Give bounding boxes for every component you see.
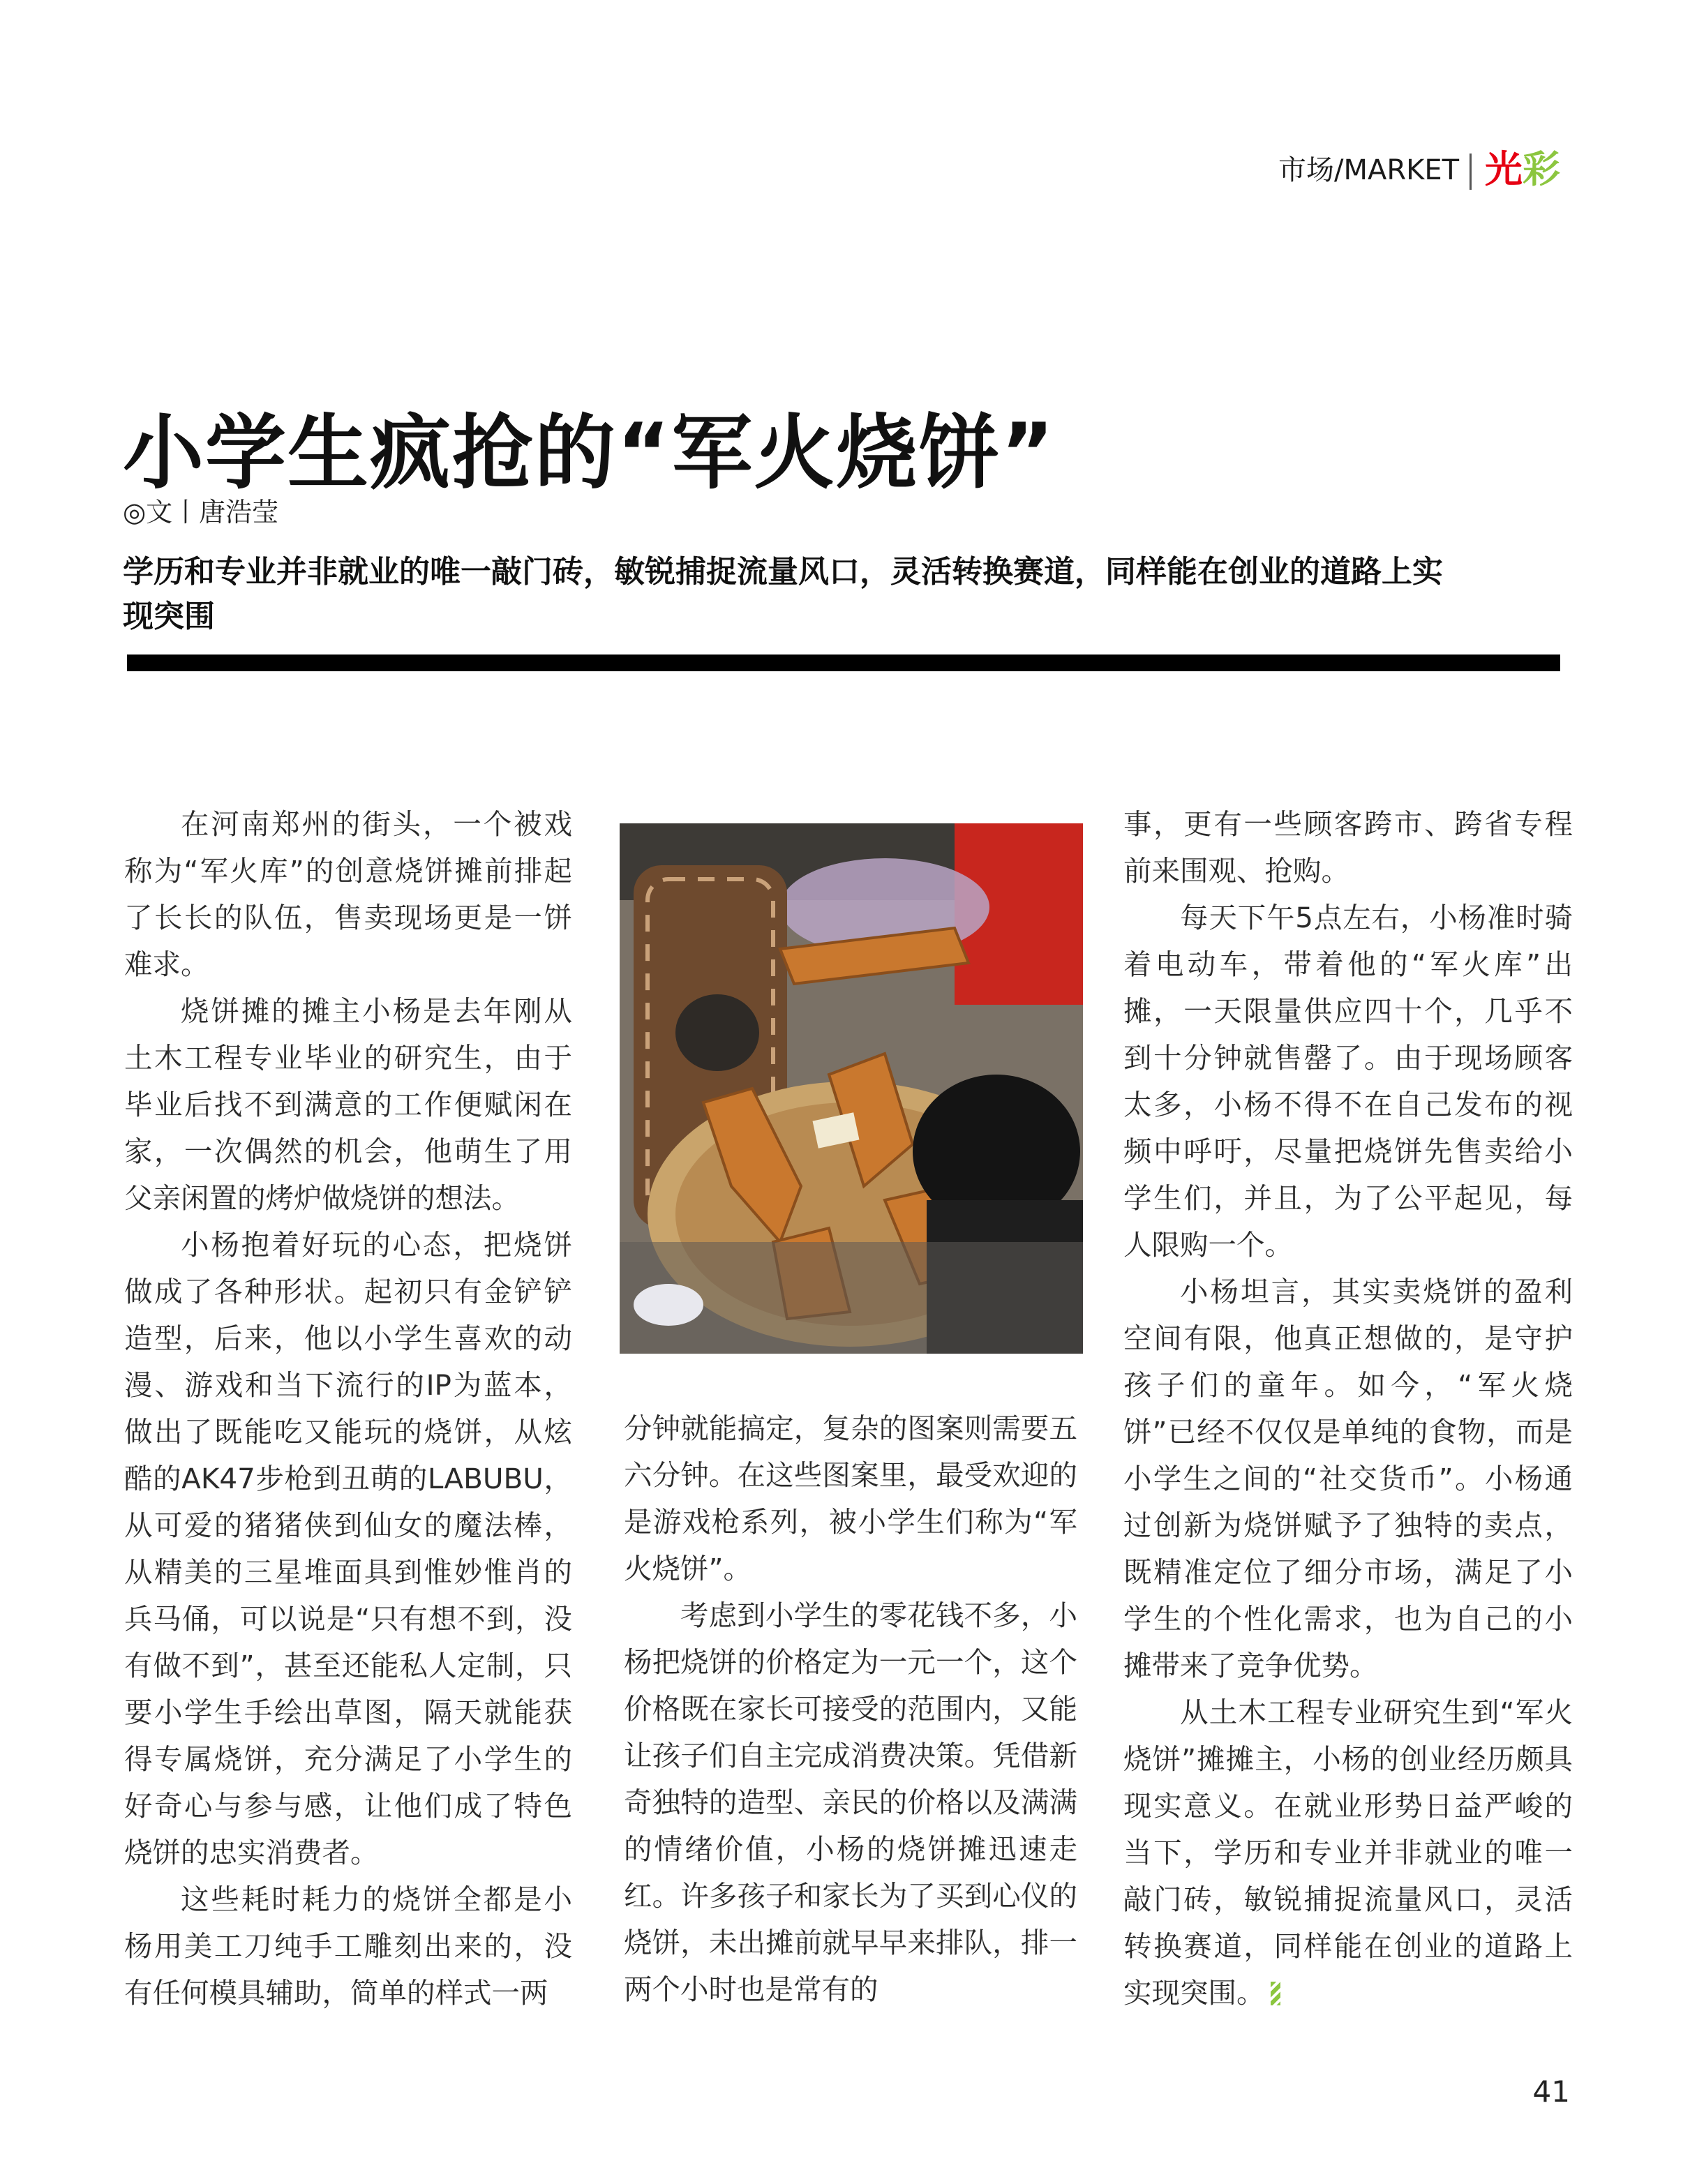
column-1: [124, 801, 572, 2017]
article-subtitle: 学历和专业并非就业的唯一敲门砖，敏锐捕捉流量风口，灵活转换赛道，同样能在创业的道路上实现突围: [123, 554, 1443, 634]
title-divider: [127, 655, 1560, 671]
end-mark-icon: [1271, 1982, 1280, 2005]
page-number: 41: [1532, 2074, 1570, 2109]
header-divider: [1470, 154, 1472, 190]
paragraph: 事，更有一些顾客跨市、跨省专程前来围观、抢购。: [1123, 807, 1573, 888]
article-title: 小学生疯抢的“军火烧饼”: [123, 406, 1056, 500]
paragraph: 考虑到小学生的零花钱不多，小杨把烧饼的价格定为一元一个，这个价格既在家长可接受的范围内，又能让孩子们自主完成消费决策。凭借新奇独特的造型、亲民的价格以及满满的情绪价值，小杨的烧饼摊迅速走红。许多孩子和家长为了买到心仪的烧饼，未出摊前就早早来排队，排一两个小时也是常有的: [624, 1599, 1077, 2006]
section-label: 市场/MARKET: [1278, 154, 1460, 186]
brand-logo-main: 光: [1485, 147, 1523, 191]
brand-logo: [1485, 147, 1583, 193]
paragraph: 在河南郑州的街头，一个被戏称为“军火库”的创意烧饼摊前排起了长长的队伍，售卖现场更是一饼难求。: [124, 807, 572, 981]
article-photo: [620, 823, 1083, 1354]
paragraph: 分钟就能搞定，复杂的图案则需要五六分钟。在这些图案里，最受欢迎的是游戏枪系列，被小学生们称为“军火烧饼”。: [624, 1412, 1077, 1585]
byline: ◎文丨唐浩莹: [123, 497, 279, 528]
paragraph: [1123, 1689, 1573, 2017]
paragraph: 这些耗时耗力的烧饼全都是小杨用美工刀纯手工雕刻出来的，没有任何模具辅助，简单的样式一两: [124, 1883, 572, 2010]
paragraph: 小杨坦言，其实卖烧饼的盈利空间有限，他真正想做的，是守护孩子们的童年。如今，“军火烧饼”已经不仅仅是单纯的食物，而是小学生之间的“社交货币”。小杨通过创新为烧饼赋予了独特的卖点，既精准定位了细分市场，满足了小学生的个性化需求，也为自己的小摊带来了竞争优势。: [1123, 1275, 1573, 1682]
column-2: [624, 1405, 1077, 2013]
paragraph: 小杨抱着好玩的心态，把烧饼做成了各种形状。起初只有金铲铲造型，后来，他以小学生喜欢的动漫、游戏和当下流行的IP为蓝本，做出了既能吃又能玩的烧饼，从炫酷的AK47步枪到丑萌的LABUBU，从可爱的猪猪侠到仙女的魔法棒，从精美的三星堆面具到惟妙惟肖的兵马俑，可以说是“只有想不到，没有做不到”，甚至还能私人定制，只要小学生手绘出草图，隔天就能获得专属烧饼，充分满足了小学生的好奇心与参与感，让他们成了特色烧饼的忠实消费者。: [124, 1228, 572, 1869]
brand-logo-accent: 彩: [1523, 147, 1560, 191]
column-3: [1123, 801, 1573, 2017]
paragraph: 烧饼摊的摊主小杨是去年刚从土木工程专业毕业的研究生，由于毕业后找不到满意的工作便赋闲在家，一次偶然的机会，他萌生了用父亲闲置的烤炉做烧饼的想法。: [124, 994, 572, 1215]
paragraph-text: 从土木工程专业研究生到“军火烧饼”摊摊主，小杨的创业经历颇具现实意义。在就业形势日益严峻的当下，学历和专业并非就业的唯一敲门砖，敏锐捕捉流量风口，灵活转换赛道，同样能在创业的道路上实现突围。: [1123, 1696, 1573, 2010]
paragraph: 每天下午5点左右，小杨准时骑着电动车，带着他的“军火库”出摊，一天限量供应四十个，几乎不到十分钟就售罄了。由于现场顾客太多，小杨不得不在自己发布的视频中呼吁，尽量把烧饼先售卖给小学生们，并且，为了公平起见，每人限购一个。: [1123, 901, 1573, 1262]
